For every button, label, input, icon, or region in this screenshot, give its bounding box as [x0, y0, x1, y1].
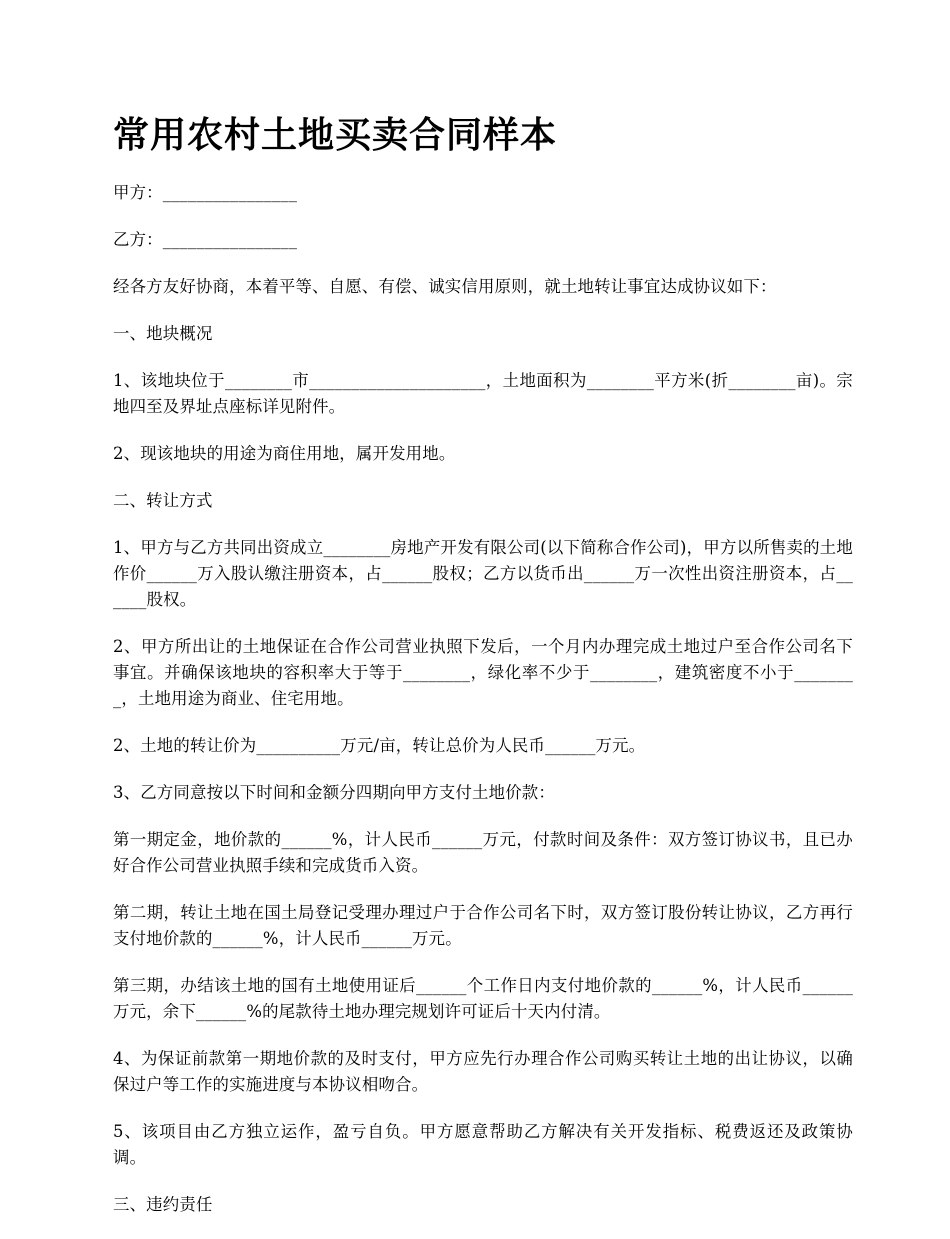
section-heading-transfer-method: 二、转让方式: [113, 491, 213, 510]
document-title: 常用农村土地买卖合同样本: [113, 115, 558, 156]
document-body: [113, 180, 853, 1239]
party-b-line: 乙方：________________: [113, 230, 298, 249]
payment-phase-2: 第二期，转让土地在国土局登记受理办理过户于合作公司名下时，双方签订股份转让协议，乙方再行支付地价款的______%，计人民币______万元。: [113, 903, 853, 948]
clause-plot-location: 1、该地块位于________市_____________________，土地面积为________平方米(折________亩)。宗地四至及界址点座标详见附件。: [113, 371, 853, 416]
clause-first-payment-guarantee: 4、为保证前款第一期地价款的及时支付，甲方应先行办理合作公司购买转让土地的出让协议，以确保过户等工作的实施进度与本协议相吻合。: [113, 1049, 853, 1094]
party-a-line: 甲方：________________: [113, 183, 298, 202]
preamble-paragraph: 经各方友好协商，本着平等、自愿、有偿、诚实信用原则，就土地转让事宜达成协议如下：: [113, 277, 777, 296]
clause-independent-operation: 5、该项目由乙方独立运作，盈亏自负。甲方愿意帮助乙方解决有关开发指标、税费返还及政策协调。: [113, 1122, 853, 1167]
clause-land-transfer-guarantee: 2、甲方所出让的土地保证在合作公司营业执照下发后，一个月内办理完成土地过户至合作公司名下事宜。并确保该地块的容积率大于等于________，绿化率不少于________，建筑密度不小于________，土地用途为商业、住宅用地。: [113, 637, 853, 708]
clause-payment-schedule: 3、乙方同意按以下时间和金额分四期向甲方支付土地价款：: [113, 783, 555, 802]
clause-plot-usage: 2、现该地块的用途为商住用地，属开发用地。: [113, 444, 456, 463]
clause-transfer-price: 2、土地的转让价为__________万元/亩，转让总价为人民币______万元。: [113, 736, 646, 755]
section-heading-plot-overview: 一、地块概况: [113, 324, 213, 343]
section-heading-liability: 三、违约责任: [113, 1195, 213, 1214]
payment-phase-1: 第一期定金，地价款的______%，计人民币______万元，付款时间及条件：双方签订协议书，且已办好合作公司营业执照手续和完成货币入资。: [113, 830, 853, 875]
clause-joint-company: 1、甲方与乙方共同出资成立________房地产开发有限公司(以下简称合作公司)，甲方以所售卖的土地作价______万入股认缴注册资本，占______股权；乙方以货币出______万一次性出资注册资本，占______股权。: [113, 538, 853, 609]
payment-phase-3: 第三期，办结该土地的国有土地使用证后______个工作日内支付地价款的______%，计人民币______万元，余下______%的尾款待土地办理完规划许可证后十天内付清。: [113, 976, 853, 1021]
